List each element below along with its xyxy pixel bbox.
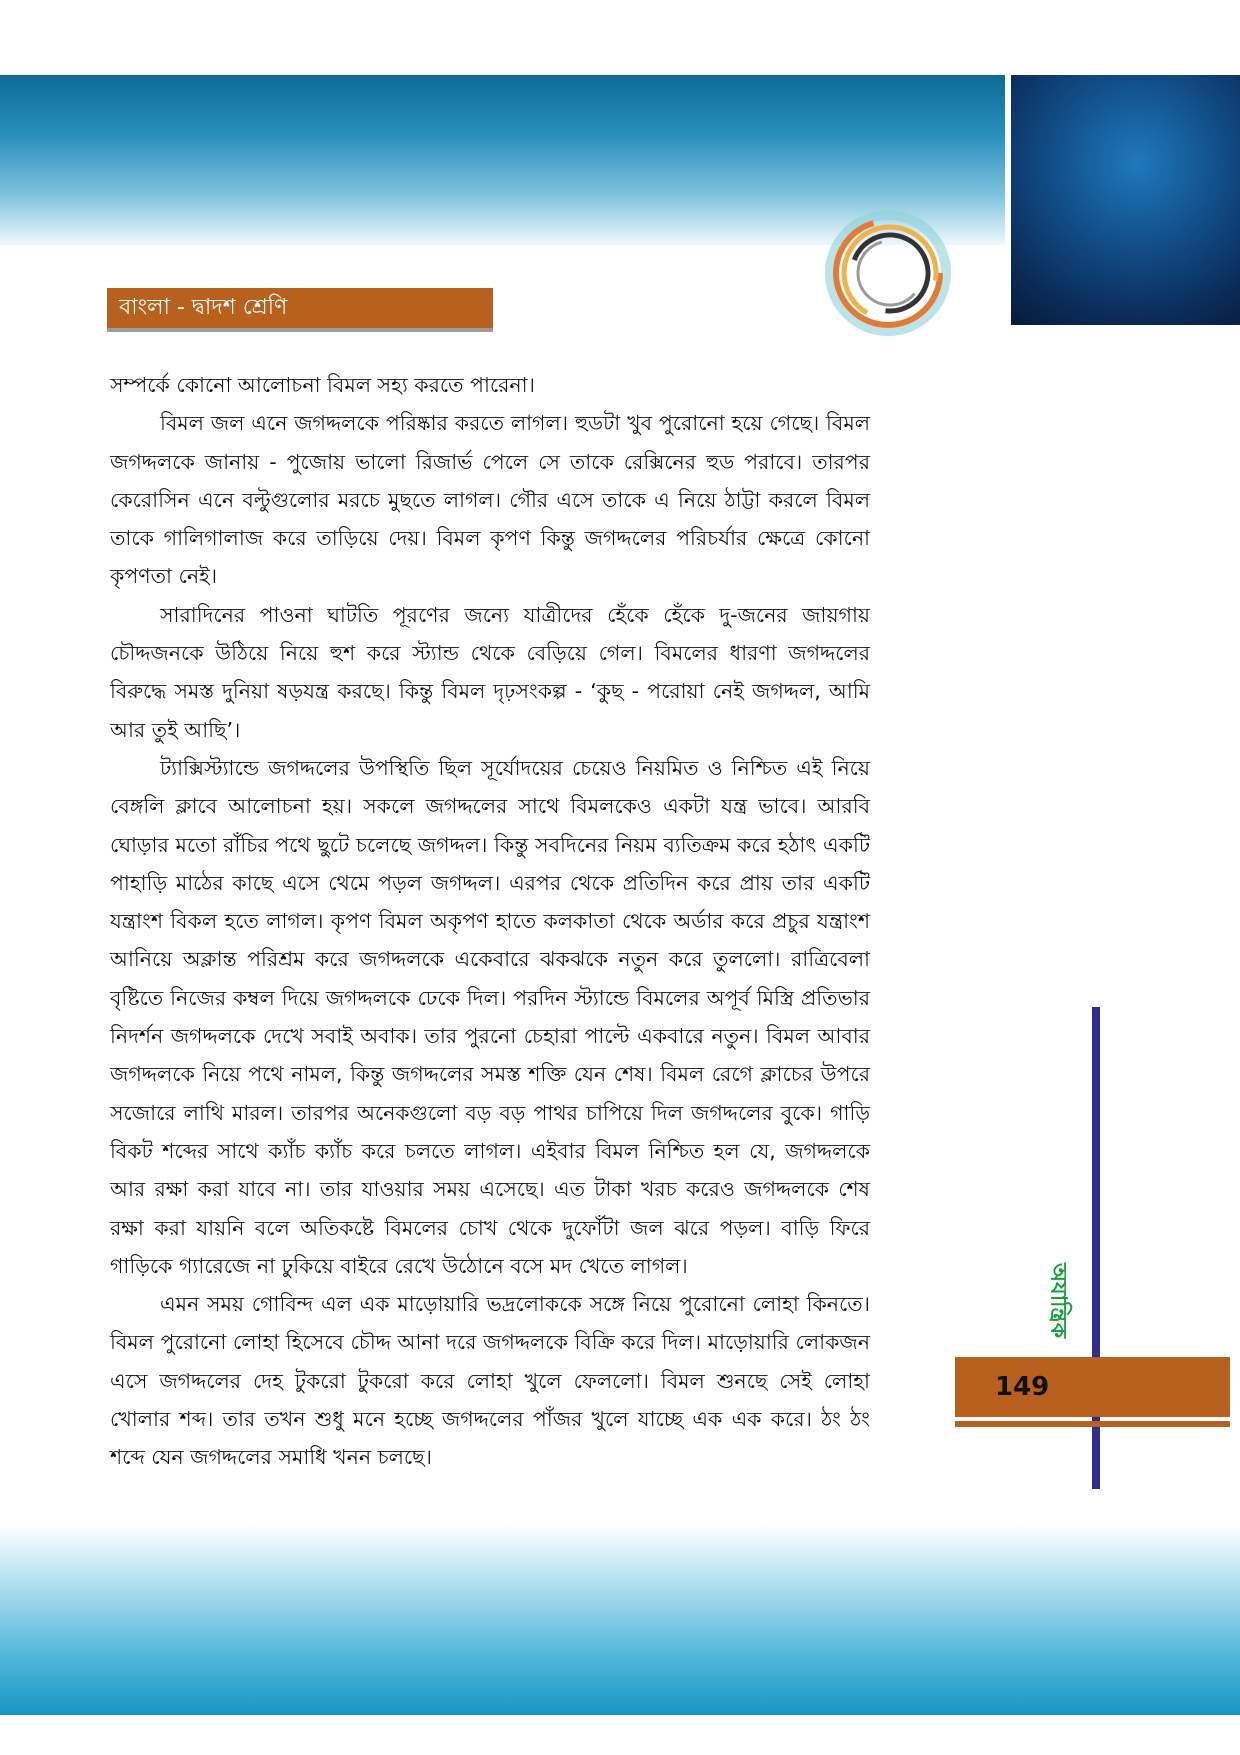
subject-label: বাংলা - দ্বাদশ শ্রেণি (119, 295, 288, 320)
subject-banner (107, 288, 493, 328)
paragraph-3: সারাদিনের পাওনা ঘাটতি পূরণের জন্যে যাত্রীদের হেঁকে হেঁকে দু-জনের জায়গায় চৌদ্দজনকে উঠিয়ে নিয়ে হুশ করে স্ট্যান্ড থেকে বেড়িয়ে গেল। বিমলের ধারণা জগদ্দলের বিরুদ্ধে সমস্ত দুনিয়া ষড়যন্ত্র করছে। কিন্তু বিমল দৃঢ়সংকল্প - ‘কুছ - পরোয়া নেই জগদ্দল, আমি আর তুই আছি’। (110, 602, 870, 742)
paragraph-4: ট্যাক্সিস্ট্যান্ডে জগদ্দলের উপস্থিতি ছিল সূর্যোদয়ের চেয়েও নিয়মিত ও নিশ্চিত এই নিয়ে বেঙ্গলি ক্লাবে আলোচনা হয়। সকলে জগদ্দলের সাথে বিমলকেও একটা যন্ত্র ভাবে। আরবি ঘোড়ার মতো রাঁচির পথে ছুটে চলেছে জগদ্দল। কিন্তু সবদিনের নিয়ম ব্যতিক্রম করে হঠাৎ একটি পাহাড়ি মাঠের কাছে এসে থেমে পড়ল জগদ্দল। এরপর থেকে প্রতিদিন করে প্রায় তার একটি যন্ত্রাংশ বিকল হতে লাগল। কৃপণ বিমল অকৃপণ হাতে কলকাতা থেকে অর্ডার করে প্রচুর যন্ত্রাংশ আনিয়ে অক্লান্ত পরিশ্রম করে জগদ্দলকে একেবারে ঝকঝকে নতুন করে তুললো। রাত্রিবেলা বৃষ্টিতে নিজের কম্বল দিয়ে জগদ্দলকে ঢেকে দিল। পরদিন স্ট্যান্ডে বিমলের অপূর্ব মিস্ত্রি প্রতিভার নিদর্শন জগদ্দলকে দেখে সবাই অবাক। তার পুরনো চেহারা পাল্টে একবারে নতুন। বিমল আবার জগদ্দলকে নিয়ে পথে নামল, কিন্তু জগদ্দলের সমস্ত শক্তি যেন শেষ। বিমল রেগে ক্লাচের উপরে সজোরে লাথি মারল। তারপর অনেকগুলো বড় বড় পাথর চাপিয়ে দিল জগদ্দলের বুকে। গাড়ি বিকট শব্দের সাথে ক্যাঁচ ক্যাঁচ করে চলতে লাগল। এইবার বিমল নিশ্চিত হল যে, জগদ্দলকে আর রক্ষা করা যাবে না। তার যাওয়ার সময় এসেছে। এত টাকা খরচ করেও জগদ্দলকে শেষ রক্ষা করা যায়নি বলে অতিকষ্টে বিমলের চোখ থেকে দুফোঁটা জল ঝরে পড়ল। বাড়ি ফিরে গাড়িকে গ্যারেজে না ঢুকিয়ে বাইরে রেখে উঠোনে বসে মদ খেতে লাগল। (110, 755, 870, 1278)
chapter-side-label: অযান্ত্রিক (1045, 1263, 1071, 1339)
page-number: 149 (995, 1372, 1050, 1402)
decorative-rings-icon (810, 205, 960, 345)
footer-gradient-band (0, 1525, 1240, 1715)
paragraph-1: সম্পর্কে কোনো আলোচনা বিমল সহ্য করতে পারেনা। (110, 373, 535, 397)
page-number-underline (955, 1421, 1230, 1427)
paragraph-5: এমন সময় গোবিন্দ এল এক মাড়োয়ারি ভদ্রলোককে সঙ্গে নিয়ে পুরোনো লোহা কিনতে। বিমল পুরোনো লোহা হিসেবে চৌদ্দ আনা দরে জগদ্দলকে বিক্রি করে দিল। মাড়োয়ারি লোকজন এসে জগদ্দলের দেহ টুকরো টুকরো করে লোহা খুলে ফেললো। বিমল শুনছে সেই লোহা খোলার শব্দ। তার তখন শুধু মনে হচ্ছে জগদ্দলের পাঁজর খুলে যাচ্ছে এক এক করে। ঠং ঠং শব্দে যেন জগদ্দলের সমাধি খনন চলছে। (110, 1292, 870, 1470)
chapter-text (110, 366, 870, 1477)
decorative-blue-square (1011, 75, 1240, 325)
paragraph-2: বিমল জল এনে জগদ্দলকে পরিষ্কার করতে লাগল। হুডটা খুব পুরোনো হয়ে গেছে। বিমল জগদ্দলকে জানায় - পুজোয় ভালো রিজার্ভ পেলে সে তাকে রেক্সিনের হুড পরাবে। তারপর কেরোসিন এনে বল্টুগুলোর মরচে মুছতে লাগল। গৌর এসে তাকে এ নিয়ে ঠাট্টা করলে বিমল তাকে গালিগালাজ করে তাড়িয়ে দেয়। বিমল কৃপণ কিন্তু জগদ্দলের পরিচর্যার ক্ষেত্রে কোনো কৃপণতা নেই। (110, 411, 870, 589)
